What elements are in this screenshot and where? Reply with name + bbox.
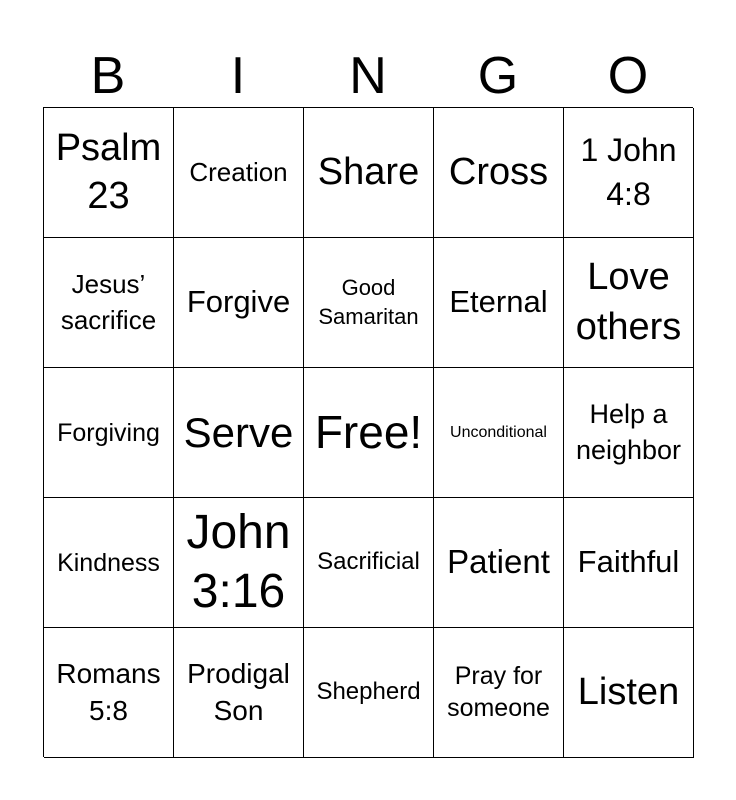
bingo-cell[interactable] xyxy=(564,498,694,628)
bingo-header xyxy=(43,46,693,106)
cell-text: Listen xyxy=(577,671,680,714)
bingo-cell[interactable] xyxy=(174,108,304,238)
bingo-cell[interactable] xyxy=(174,498,304,628)
bingo-cell[interactable] xyxy=(564,628,694,758)
bingo-cell[interactable] xyxy=(564,368,694,498)
cell-text: Love others xyxy=(575,256,682,348)
cell-text: Unconditional xyxy=(450,423,547,441)
cell-text: Serve xyxy=(183,408,294,456)
bingo-board xyxy=(43,107,693,757)
cell-text: Forgive xyxy=(186,284,291,320)
cell-text: Good Samaritan xyxy=(318,274,419,329)
bingo-cell[interactable] xyxy=(174,628,304,758)
cell-text: Jesus’ sacrifice xyxy=(60,269,157,335)
bingo-cell[interactable] xyxy=(304,368,434,498)
cell-text: Shepherd xyxy=(316,678,421,706)
cell-text: Prodigal Son xyxy=(187,658,290,726)
header-letter-o: O xyxy=(607,47,649,105)
cell-text: Eternal xyxy=(449,284,548,320)
cell-text: Share xyxy=(317,151,420,194)
bingo-cell[interactable] xyxy=(304,628,434,758)
bingo-cell[interactable] xyxy=(304,498,434,628)
bingo-cell[interactable] xyxy=(564,108,694,238)
cell-text: Free! xyxy=(314,405,423,458)
cell-text: 1 John 4:8 xyxy=(580,132,677,212)
cell-text: Patient xyxy=(447,543,550,581)
bingo-cell[interactable] xyxy=(434,238,564,368)
cell-text: Kindness xyxy=(57,548,160,577)
header-letter-n: N xyxy=(349,47,387,105)
bingo-cell[interactable] xyxy=(434,108,564,238)
bingo-cell[interactable] xyxy=(434,628,564,758)
bingo-cell[interactable] xyxy=(44,498,174,628)
bingo-cell[interactable] xyxy=(564,238,694,368)
bingo-cell[interactable] xyxy=(174,368,304,498)
cell-text: Help a neighbor xyxy=(575,399,682,465)
bingo-cell[interactable] xyxy=(174,238,304,368)
cell-text: Pray for someone xyxy=(447,662,550,722)
cell-text: John 3:16 xyxy=(186,505,291,618)
header-letter-g: G xyxy=(477,47,519,105)
bingo-cell[interactable] xyxy=(304,238,434,368)
cell-text: Cross xyxy=(448,151,549,194)
bingo-cell[interactable] xyxy=(44,238,174,368)
cell-text: Psalm 23 xyxy=(55,127,162,217)
bingo-cell[interactable] xyxy=(44,108,174,238)
bingo-cell[interactable] xyxy=(44,628,174,758)
header-letter-b: B xyxy=(90,47,126,105)
bingo-cell[interactable] xyxy=(434,498,564,628)
header-letter-i: I xyxy=(230,47,246,105)
bingo-cell[interactable] xyxy=(304,108,434,238)
cell-text: Creation xyxy=(189,156,288,187)
cell-text: Forgiving xyxy=(57,418,160,447)
bingo-cell[interactable] xyxy=(434,368,564,498)
cell-text: Romans 5:8 xyxy=(56,658,161,726)
bingo-cell[interactable] xyxy=(44,368,174,498)
cell-text: Faithful xyxy=(577,544,680,580)
cell-text: Sacrificial xyxy=(317,548,420,576)
